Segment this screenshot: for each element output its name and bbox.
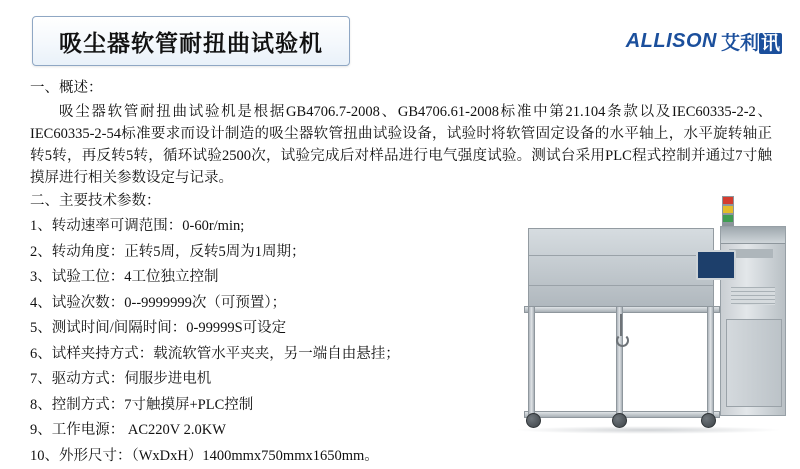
machine-frame	[524, 306, 720, 418]
specs-heading: 二、主要技术参数：	[30, 191, 772, 212]
list-item: 5、测试时间/间隔时间：0-99999S可设定	[30, 316, 772, 342]
list-item: 4、试验次数：0--9999999次（可预置）；	[30, 291, 772, 317]
list-item: 8、控制方式：7寸触摸屏+PLC控制	[30, 393, 772, 419]
logo-latin-text: ALLISON	[626, 30, 717, 53]
touchscreen-hmi	[696, 250, 736, 280]
tower-green-lamp	[722, 214, 734, 223]
list-item: 10、外形尺寸：（WxDxH）1400mmx750mmx1650mm。	[30, 444, 772, 469]
frame-post-left	[528, 306, 535, 418]
machine-photo	[500, 188, 792, 446]
signal-tower-light	[722, 196, 734, 230]
cabinet-door	[726, 319, 782, 407]
logo-chinese-text	[721, 28, 782, 55]
logo-cn-prefix: 艾利	[721, 33, 759, 54]
overview-paragraph: 吸尘器软管耐扭曲试验机是根据GB4706.7-2008、GB4706.61-2008标准中第21.104条款以及IEC60335-2-2、IEC60335-2-54标准要求而设计制造的吸尘器软管扭曲试验设备，试验时将软管固定设备的水平轴上，水平旋转轴正转5转，再反转5转，循环试验2500次，试验完成后对样品进行电气强度试验。测试台采用PLC程式控制并通过7寸触摸屏进行相关参数设定与记录。	[30, 101, 772, 189]
hose-hook	[620, 314, 622, 336]
list-item: 9、工作电源： AC220V 2.0KW	[30, 418, 772, 444]
machine-upper-housing	[528, 228, 714, 312]
tower-red-lamp	[722, 196, 734, 205]
brand-logo	[626, 28, 782, 55]
frame-post-right	[707, 306, 714, 418]
cabinet-vent	[731, 287, 775, 305]
page-title: 吸尘器软管耐扭曲试验机	[59, 25, 323, 58]
overview-heading: 一、概述：	[30, 78, 772, 99]
list-item: 2、转动角度：正转5周，反转5周为1周期；	[30, 240, 772, 266]
housing-seam	[529, 255, 713, 256]
tower-yellow-lamp	[722, 205, 734, 214]
floor-shadow	[514, 426, 782, 434]
page-title-box	[32, 16, 350, 66]
list-item: 1、转动速率可调范围：0-60r/min;	[30, 214, 772, 240]
housing-seam	[529, 285, 713, 286]
list-item: 6、试样夹持方式：载流软管水平夹夹，另一端自由悬挂；	[30, 342, 772, 368]
cabinet-top	[721, 227, 785, 244]
logo-cn-boxed: 讯	[759, 33, 782, 54]
list-item: 7、驱动方式：伺服步进电机	[30, 367, 772, 393]
list-item: 3、试验工位：4工位独立控制	[30, 265, 772, 291]
